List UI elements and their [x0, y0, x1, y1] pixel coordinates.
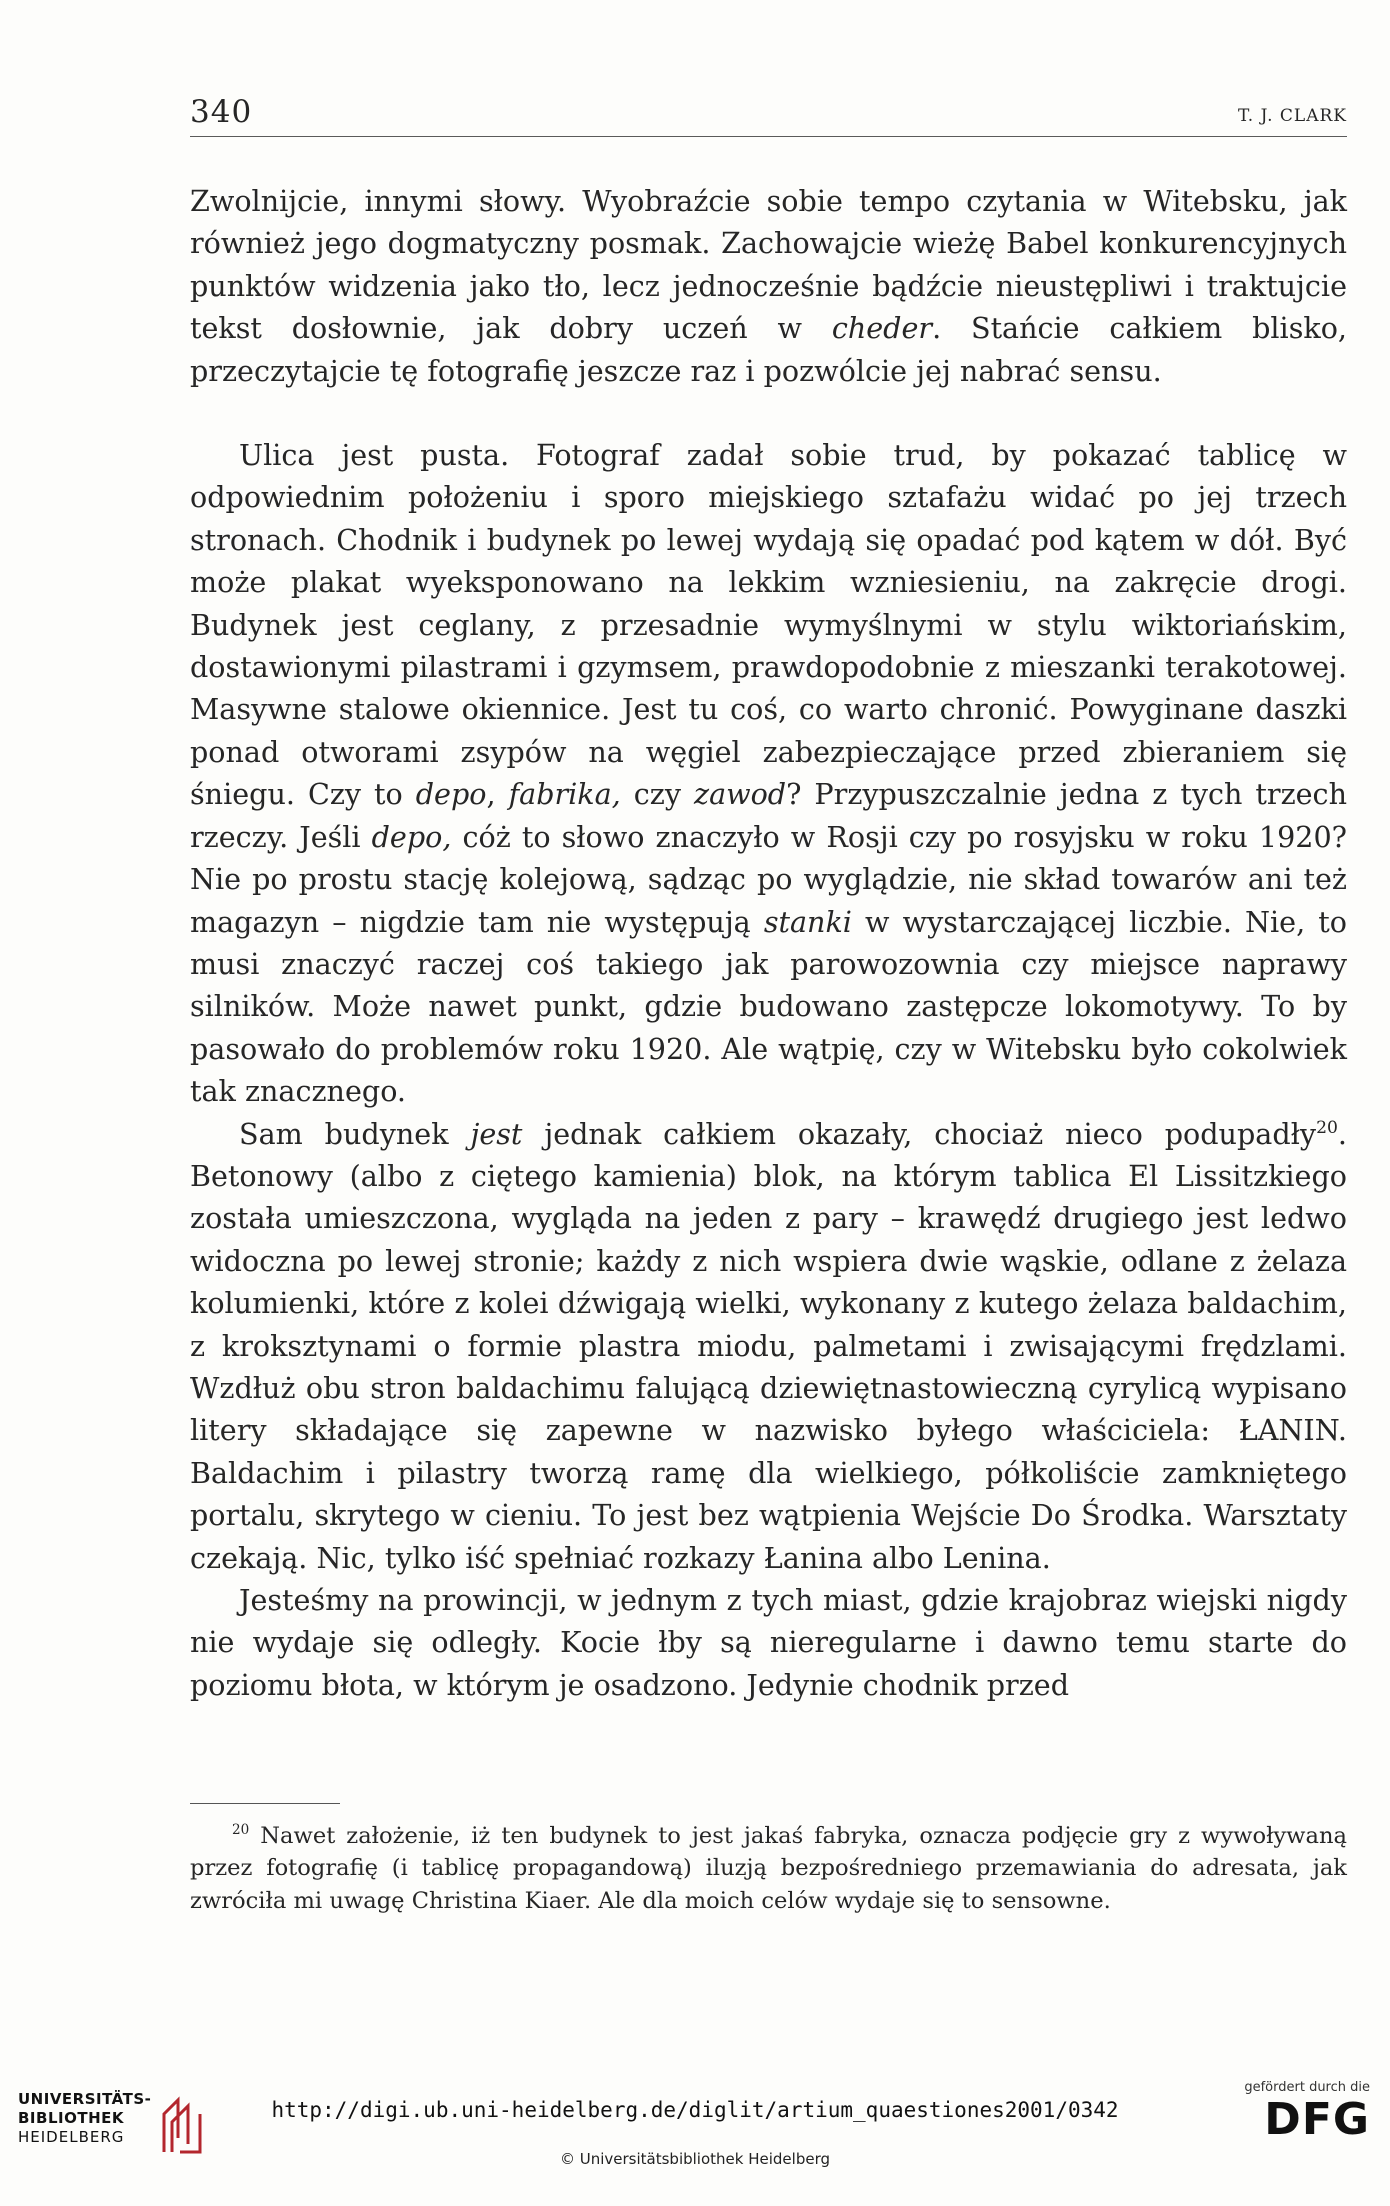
footnote: [190, 1820, 1347, 1917]
text-run: ,: [486, 777, 509, 812]
funder-note: gefördert durch die: [1244, 2080, 1370, 2095]
source-url-link[interactable]: http://digi.ub.uni-heidelberg.de/diglit/artium_quaestiones2001/0342: [271, 2098, 1119, 2122]
paragraph: [190, 180, 1347, 392]
paragraph: [190, 434, 1347, 1113]
running-head: T. J. CLARK: [1237, 106, 1347, 126]
footnote-number: 20: [232, 1822, 250, 1839]
funder-logo-text: DFG: [1264, 2094, 1370, 2145]
footnote-text: Nawet założenie, iż ten budynek to jest jakaś fabryka, oznacza podjęcie gry z wywoływaną przez fotografię (i tablicę propagandową) iluzją bezpośredniego przemawiania do adresata, jak zwróciła mi uwagę Christina Kiaer. Ale dla moich celów wydaje się to sensowne.: [190, 1823, 1347, 1914]
italic-term: depo,: [371, 819, 452, 854]
body-text: [190, 180, 1347, 1706]
dfg-logo[interactable]: [1230, 2080, 1370, 2145]
italic-term: depo: [415, 777, 487, 812]
italic-term: zawod: [694, 777, 787, 812]
text-run: Zwolnijcie, innymi słowy. Wyobraźcie sobie tempo czytania w Witebsku, jak również jego dogmatyczny posmak. Zachowajcie wieżę Babel konkurencyjnych punktów widzenia jako tło, lecz jednocześnie bądźcie nieustępliwi i traktujcie tekst dosłownie, jak dobry uczeń w: [190, 184, 1347, 346]
text-run: . Stańcie całkiem blisko, przeczytajcie tę fotografię jeszcze raz i pozwólcie jej nabrać sensu.: [190, 311, 1348, 388]
footnote-reference[interactable]: 20: [1316, 1117, 1338, 1138]
page-number: 340: [190, 94, 253, 130]
text-run: cóż to słowo znaczyło w Rosji czy po rosyjsku w roku 1920? Nie po prostu stację kolejową, sądząc po wyglądzie, nie skład towarów ani też magazyn – nigdzie tam nie występują: [190, 819, 1347, 939]
text-run: Ulica jest pusta. Fotograf zadał sobie trud, by pokazać tablicę w odpowiednim położeniu i sporo miejskiego sztafażu widać po jej trzech stronach. Chodnik i budynek po lewej wydają się opadać pod kątem w dół. Być może plakat wyeksponowano na lekkim wzniesieniu, na zakręcie drogi. Budynek jest ceglany, z przesadnie wymyślnymi w stylu wiktoriańskim, dostawionymi pilastrami i gzymsem, prawdopodobnie z mieszanki terakotowej. Masywne stalowe okiennice. Jest tu coś, co warto chronić. Powyginane daszki ponad otworami zsypów na węgiel zabezpieczające przed zbieraniem się śniegu. Czy to: [190, 438, 1347, 812]
footnote-divider: [190, 1803, 340, 1804]
digitization-footer: [0, 2080, 1390, 2206]
text-run: ? Przypuszczalnie jedna z tych trzech rzeczy. Jeśli: [190, 777, 1347, 854]
text-run: Sam budynek: [239, 1116, 471, 1151]
text-run: czy: [620, 777, 694, 812]
library-name-line: HEIDELBERG: [18, 2128, 125, 2146]
paragraph: [190, 1113, 1347, 1579]
library-name-line: UNIVERSITÄTS-: [18, 2090, 152, 2108]
footnotes: [190, 1820, 1347, 1917]
text-run: . Betonowy (albo z ciętego kamienia) blok, na którym tablica El Lissitzkiego została umieszczona, wygląda na jeden z pary – krawędź drugiego jest ledwo widoczna po lewej stronie; każdy z nich wspiera dwie wąskie, odlane z żelaza kolumienki, które z kolei dźwigają wielki, wykonany z kutego żelaza baldachim, z kroksztynami o formie plastra miodu, palmetami i zwisającymi frędzlami. Wzdłuż obu stron baldachimu falującą dziewiętnastowieczną cyrylicą wypisano litery składające się zapewne w nazwisko byłego właściciela: ŁANIN. Baldachim i pilastry tworzą ramę dla wielkiego, półkoliście zamkniętego portalu, skrytego w cieniu. To jest bez wątpienia Wejście Do Środka. Warsztaty czekają. Nic, tylko iść spełniać rozkazy Łanina albo Lenina.: [190, 1116, 1347, 1575]
paragraph: Jesteśmy na prowincji, w jednym z tych miast, gdzie krajobraz wiejski nigdy nie wydaje się odległy. Kocie łby są nieregularne i dawno temu starte do poziomu błota, w którym je osadzono. Jedynie chodnik przed: [190, 1583, 1347, 1702]
italic-term: stanki: [763, 904, 852, 939]
library-name-line: BIBLIOTHEK: [18, 2109, 124, 2127]
italic-term: fabrika,: [508, 777, 621, 812]
italic-term: jest: [470, 1116, 523, 1151]
copyright-notice: © Universitätsbibliothek Heidelberg: [559, 2150, 830, 2168]
text-run: w wystarczającej liczbie. Nie, to musi znaczyć raczej coś takiego jak parowozownia czy miejsce naprawy silników. Może nawet punkt, gdzie budowano zastępcze lokomotywy. To by pasowało do problemów roku 1920. Ale wątpię, czy w Witebsku było cokolwiek tak znacznego.: [190, 904, 1347, 1109]
italic-term: cheder: [831, 311, 933, 346]
text-run: jednak całkiem okazały, chociaż nieco podupadły: [522, 1116, 1317, 1151]
page-header: [190, 94, 1347, 137]
